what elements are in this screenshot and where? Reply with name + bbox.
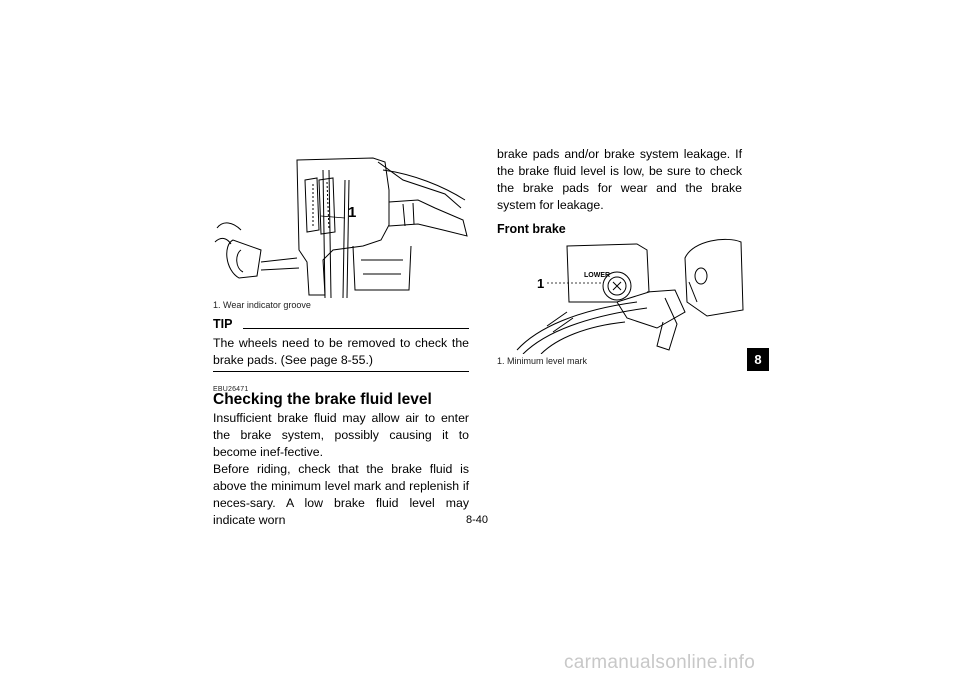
figure-caption: 1. Minimum level mark (497, 356, 588, 366)
figure-callout-number: 1 (348, 204, 357, 221)
tip-label: TIP (213, 317, 233, 331)
section-body (213, 410, 469, 529)
figure-callout-number: 1 (537, 276, 545, 291)
subsection-heading: Front brake (497, 222, 566, 236)
brake-caliper-illustration (213, 150, 471, 300)
chapter-tab: 8 (747, 348, 769, 371)
section-heading: Checking the brake fluid level (213, 391, 432, 408)
paragraph: Before riding, check that the brake fluid is above the minimum level mark and replenish if neces-sary. A low brake fluid level may indicate worn (213, 462, 469, 527)
reservoir-lower-label: LOWER (584, 272, 611, 279)
tip-header (213, 317, 469, 333)
section-code: EBU26471 (213, 386, 249, 393)
tip-divider (243, 328, 469, 329)
section-body-continued: brake pads and/or brake system leakage. If the brake fluid level is low, be sure to check the brake pads for wear and the brake system for leakage. (497, 147, 742, 212)
tip-divider-bottom (213, 371, 469, 372)
watermark: carmanualsonline.info (564, 652, 756, 673)
tip-text: The wheels need to be removed to check the brake pads. (See page 8-55.) (213, 336, 469, 367)
page-number: 8-40 (466, 514, 489, 526)
front-brake-reservoir-illustration (497, 232, 745, 354)
paragraph: Insufficient brake fluid may allow air to enter the brake system, possibly causing it to become inef-fective. (213, 411, 469, 459)
figure-caption: 1. Wear indicator groove (213, 300, 311, 310)
